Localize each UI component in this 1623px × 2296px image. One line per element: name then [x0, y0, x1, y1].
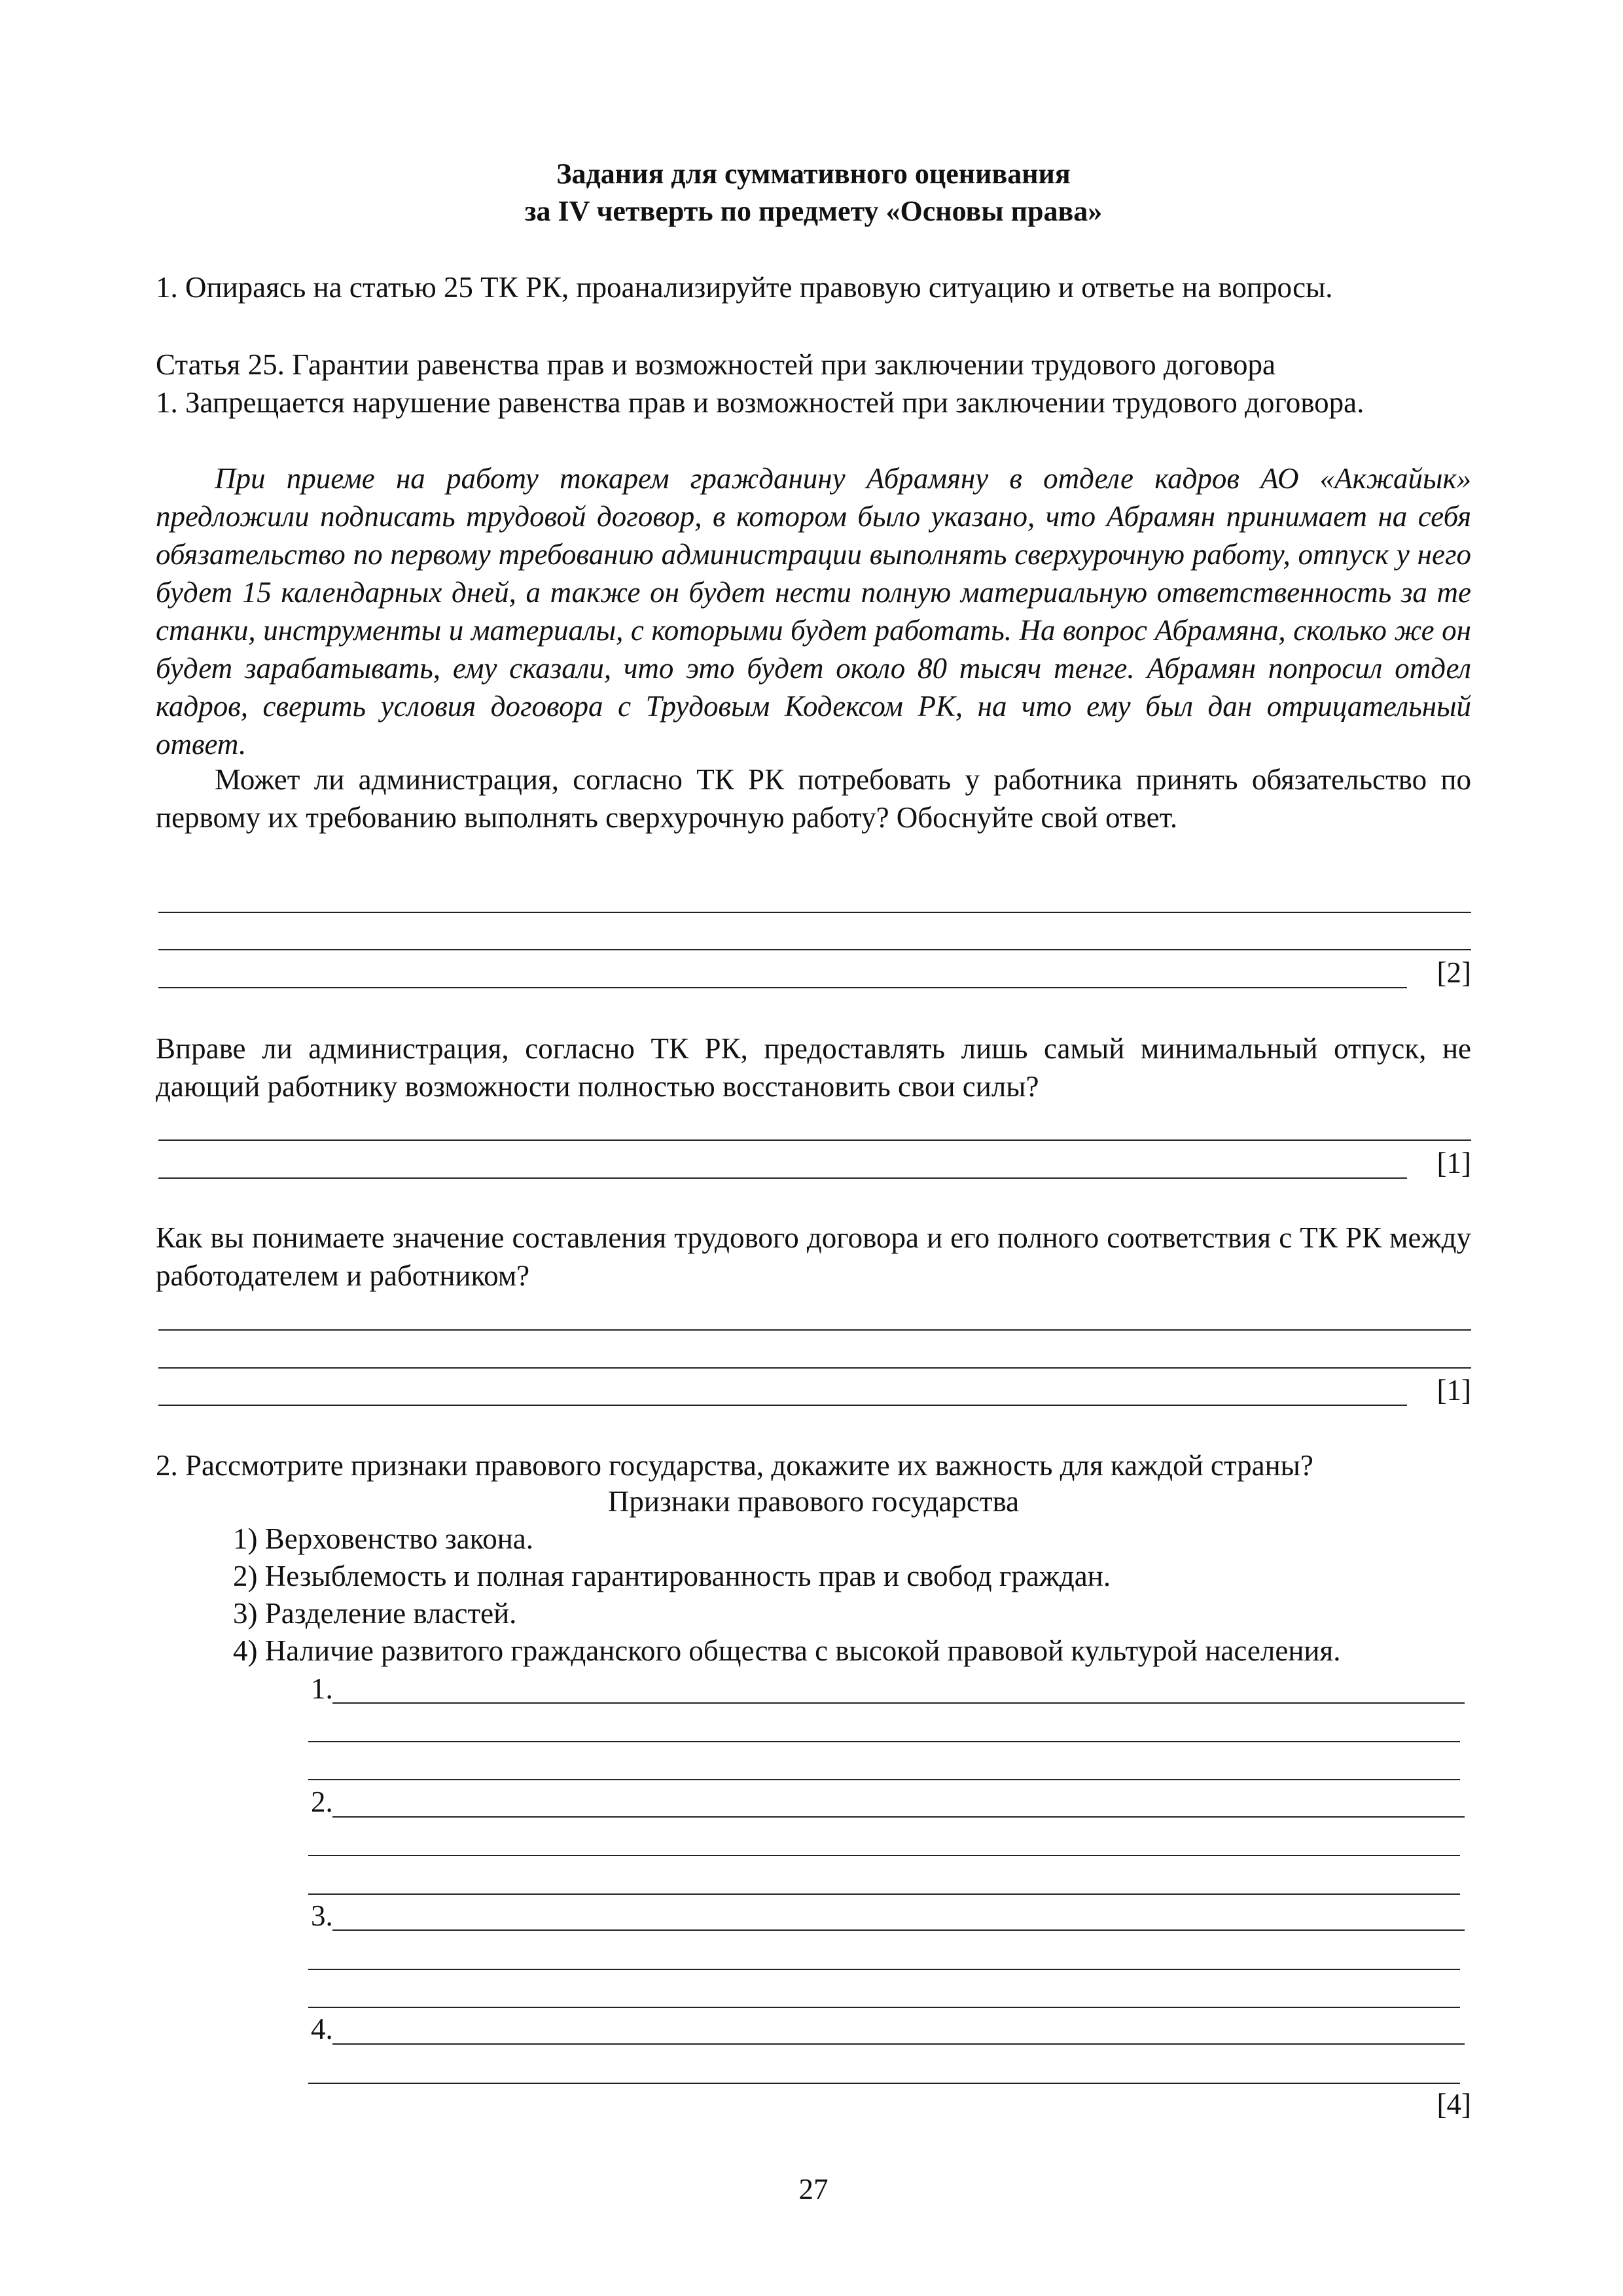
title-line-2: за IV четверть по предмету «Основы права» [524, 195, 1103, 227]
article-title: Статья 25. Гарантии равенства прав и возможностей при заключении трудового договора [156, 348, 1276, 381]
answer-line [308, 1741, 1460, 1742]
score-q2: [1] [1436, 1147, 1471, 1179]
question-3: Как вы понимаете значение составления трудового договора и его полного соответствия с ТК РК между работодателем и работником? [156, 1221, 1471, 1292]
answer-line [158, 1139, 1471, 1141]
answer-line [158, 1405, 1407, 1406]
answer-line [332, 2043, 1465, 2045]
task1-instruction: 1. Опираясь на статью 25 ТК РК, проанализируйте правовую ситуацию и ответье на вопросы. [156, 271, 1333, 304]
case-text: При приеме на работу токарем гражданину Абрамяну в отделе кадров АО «Акжайык» предложили подписать трудовой договор, в котором было указано, что Абрамян принимает на себя обязательство по первому требованию администрации выполнять сверхурочную работу, отпуск у него будет 15 календарных дней, а также он будет нести полную материальную ответственность за те станки, инструменты и материалы, с которыми будет работать. На вопрос Абрамяна, сколько же он будет зарабатывать, ему сказали, что это будет около 80 тысяч тенге. Абрамян попросил отдел кадров, сверить условия договора с Трудовым Кодексом РК, на что ему был дан отрицательный ответ. [156, 462, 1471, 761]
answer-line [332, 1702, 1465, 1704]
list-item: 4) Наличие развитого гражданского общества с высокой правовой культурой населения. [233, 1634, 1341, 1667]
answer-line [308, 1779, 1460, 1780]
answer-line [158, 912, 1471, 913]
answer-line [158, 1329, 1471, 1331]
list-item: 1) Верховенство закона. [233, 1522, 534, 1555]
task2-subtitle: Признаки правового государства [607, 1485, 1020, 1518]
answer-line [308, 2007, 1460, 2008]
question-2: Вправе ли администрация, согласно ТК РК, предоставлять лишь самый минимальный отпуск, не дающий работнику возможности полностью восстановить свои силы? [156, 1032, 1471, 1103]
answer-line [332, 1816, 1465, 1818]
answer-line [158, 1177, 1407, 1179]
answer-line [308, 1969, 1460, 1970]
answer-line [308, 1893, 1460, 1895]
answer-line [158, 1367, 1471, 1369]
answer-line [158, 949, 1471, 950]
list-item: 2) Незыблемость и полная гарантированность прав и свобод граждан. [233, 1560, 1111, 1592]
score-task2: [4] [1436, 2088, 1471, 2121]
article-text: 1. Запрещается нарушение равенства прав и возможностей при заключении трудового договора. [156, 386, 1364, 419]
task2-instruction: 2. Рассмотрите признаки правового государства, докажите их важность для каждой страны? [156, 1449, 1313, 1482]
answer-line [308, 1855, 1460, 1856]
score-q3: [1] [1436, 1374, 1471, 1407]
question-1: Может ли администрация, согласно ТК РК потребовать у работника принять обязательство по первому их требованию выполнять сверхурочную работу? Обоснуйте свой ответ. [156, 763, 1471, 834]
answer-label-1: 1. [311, 1672, 333, 1705]
list-item: 3) Разделение властей. [233, 1597, 517, 1630]
page-number: 27 [798, 2173, 829, 2206]
score-q1: [2] [1436, 956, 1471, 989]
answer-line [308, 2083, 1460, 2084]
document-page [156, 0, 1471, 2296]
answer-line [332, 1929, 1465, 1931]
title-line-1: Задания для суммативного оценивания [556, 158, 1071, 190]
answer-label-2: 2. [311, 1785, 333, 1818]
answer-line [158, 987, 1407, 988]
answer-label-4: 4. [311, 2013, 333, 2045]
answer-label-3: 3. [311, 1899, 333, 1932]
